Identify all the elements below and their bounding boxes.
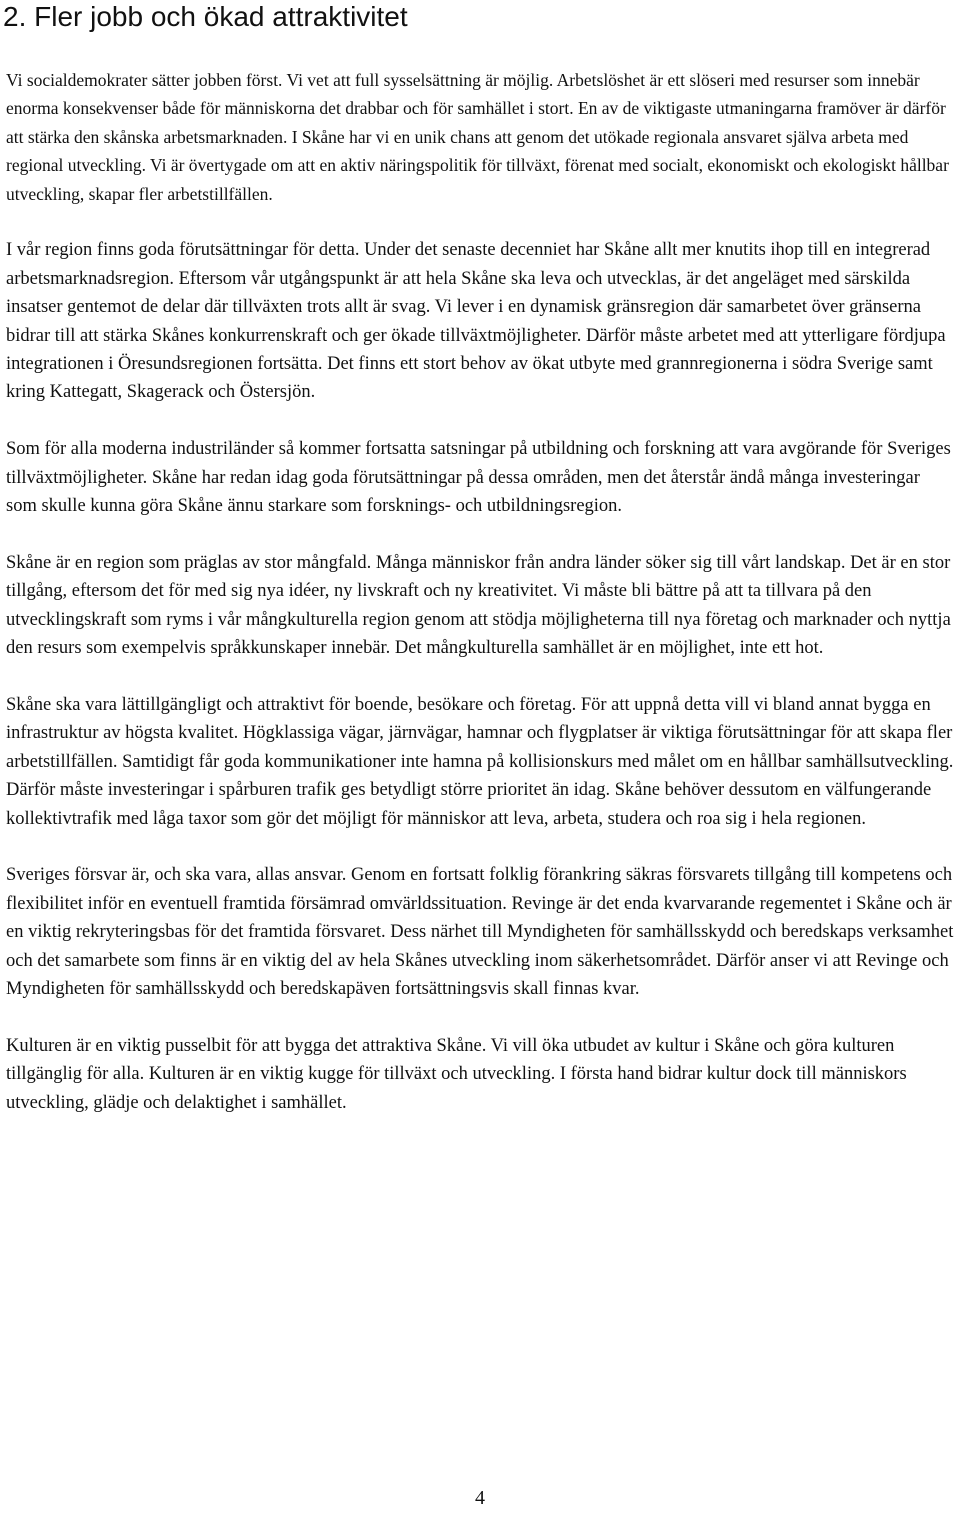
- section-heading: 2. Fler jobb och ökad attraktivitet: [3, 1, 408, 32]
- paragraph-6: Sveriges försvar är, och ska vara, allas ansvar. Genom en fortsatt folklig förankring säkras försvarets tillgång till kompetens och flexibilitet inför en eventuell framtida försämrad omvärldssituation. Revinge är det enda kvarvarande regementet i Skåne och är en viktig rekryteringsbas för det framtida försvaret. Dess närhet till Myndigheten för samhällsskydd och beredskaps verksamhet och det samarbete som finns är en viktig del av hela Skånes utveckling inom säkerhetsområdet. Därför anser vi att Revinge och Myndigheten för samhällsskydd och beredskapäven fortsättningsvis skall finnas kvar.: [6, 865, 954, 999]
- paragraph-7: Kulturen är en viktig pusselbit för att bygga det attraktiva Skåne. Vi vill öka utbudet av kultur i Skåne och göra kulturen tillgänglig för alla. Kulturen är en viktig kugge för tillväxt och utveckling. I första hand bidrar kultur dock till människors utveckling, glädje och delaktighet i samhället.: [6, 1035, 907, 1113]
- body-text: [6, 66, 954, 1145]
- paragraph-2: I vår region finns goda förutsättningar för detta. Under det senaste decenniet har Skåne allt mer knutits ihop till en integrerad arbetsmarknadsregion. Eftersom vår utgångspunkt är att hela Skåne ska leva och utvecklas, är det angeläget med särskilda insatser gentemot de delar där tillväxten trots allt är svag. Vi lever i en dynamisk gränsregion där samarbetet över gränserna bidrar till att stärka Skånes konkurrenskraft och ger ökade tillväxtmöjligheter. Därför måste arbetet med att ytterligare fördjupa integrationen i Öresundsregionen fortsätta. Det finns ett stort behov av ökat utbyte med grannregionerna i södra Sverige samt kring Kattegatt, Skagerack och Östersjön.: [6, 240, 946, 403]
- paragraph-4: Skåne är en region som präglas av stor mångfald. Många människor från andra länder söker sig till vårt landskap. Det är en stor tillgång, eftersom det för med sig nya idéer, ny livskraft och ny kreativitet. Vi måste bli bättre på att ta tillvara på den utvecklingskraft som ryms i vår mångkulturella region genom att stödja möjligheterna till nya företag och marknader och nyttja den resurs som exempelvis språkkunskaper innebär. Det mångkulturella samhället är en möjlighet, inte ett hot.: [6, 552, 951, 659]
- page-number: 4: [475, 1487, 485, 1509]
- paragraph-3: Som för alla moderna industriländer så kommer fortsatta satsningar på utbildning och forskning att vara avgörande för Sveriges tillväxtmöjligheter. Skåne har redan idag goda förutsättningar på dessa områden, men det återstår ändå många investeringar som skulle kunna göra Skåne ännu starkare som forsknings- och utbildningsregion.: [6, 439, 951, 517]
- paragraph-1: Vi socialdemokrater sätter jobben först. Vi vet att full sysselsättning är möjlig. Arbetslöshet är ett slöseri med resurser som innebär enorma konsekvenser både för människorna det drabbar och för samhället i stort. En av de viktigaste utmaningarna framöver är därför att stärka den skånska arbetsmarknaden. I Skåne har vi en unik chans att genom det utökade regionala ansvaret själva arbeta med regional utveckling. Vi är övertygade om att en aktiv näringspolitik för tillväxt, förenat med socialt, ekonomiskt och ekologiskt hållbar utveckling, skapar fler arbetstillfällen.: [6, 70, 949, 204]
- paragraph-5: Skåne ska vara lättillgängligt och attraktivt för boende, besökare och företag. För att uppnå detta vill vi bland annat bygga en infrastruktur av högsta kvalitet. Högklassiga vägar, järnvägar, hamnar och flygplatser är viktiga förutsättningar för att skapa fler arbetstillfällen. Samtidigt får goda kommunikationer inte hamna på kollisionskurs med målet om en hållbar samhällsutveckling. Därför måste investeringar i spårburen trafik ges betydligt större prioritet än idag. Skåne behöver dessutom en välfungerande kollektivtrafik med låga taxor som gör det möjligt för människor att leva, arbeta, studera och roa sig i hela regionen.: [6, 694, 954, 829]
